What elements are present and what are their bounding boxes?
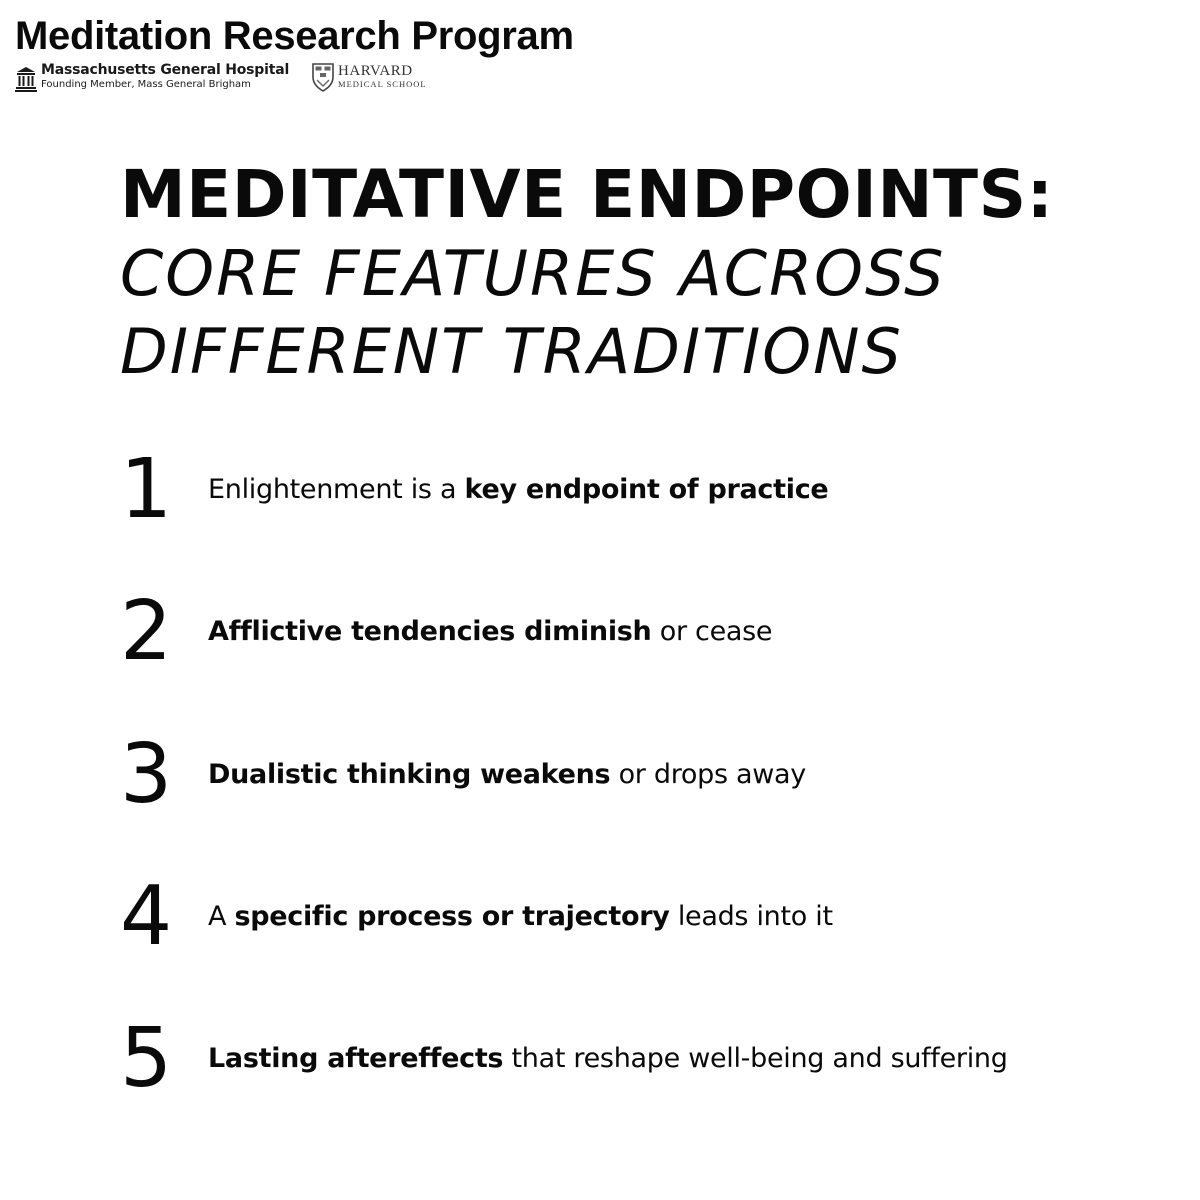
feature-number: 3 (120, 727, 173, 822)
hms-subtitle: MEDICAL SCHOOL (338, 79, 427, 89)
mgh-name: Massachusetts General Hospital (41, 62, 290, 78)
feature-item-4 (120, 867, 1120, 967)
hms-name: HARVARD (338, 63, 413, 79)
feature-number: 5 (120, 1011, 173, 1106)
program-title: Meditation Research Program (15, 14, 574, 58)
feature-number: 2 (120, 584, 173, 679)
feature-number: 4 (120, 869, 173, 964)
mgh-subtitle: Founding Member, Mass General Brigham (41, 79, 251, 90)
heading-line-2: CORE FEATURES ACROSS (120, 237, 946, 310)
feature-item-5 (120, 1009, 1120, 1109)
hospital-columns-icon (15, 64, 37, 94)
heading-line-1: MEDITATIVE ENDPOINTS: (120, 156, 1054, 233)
feature-item-2 (120, 582, 1120, 682)
main-heading (120, 155, 1120, 391)
institution-logos (15, 62, 427, 96)
feature-number: 1 (120, 442, 173, 537)
heading-line-3: DIFFERENT TRADITIONS (120, 315, 903, 388)
feature-item-1 (120, 440, 1120, 540)
hms-logo (311, 62, 427, 92)
feature-text: Enlightenment is a key endpoint of practice (208, 474, 829, 505)
feature-text: Afflictive tendencies diminish or cease (208, 616, 773, 647)
feature-text: Dualistic thinking weakens or drops away (208, 759, 806, 790)
harvard-shield-icon (311, 62, 335, 92)
feature-text: Lasting aftereffects that reshape well-being and suffering (208, 1043, 1008, 1074)
mgh-logo (15, 62, 289, 94)
feature-text: A specific process or trajectory leads into it (208, 901, 833, 932)
feature-item-3 (120, 725, 1120, 825)
